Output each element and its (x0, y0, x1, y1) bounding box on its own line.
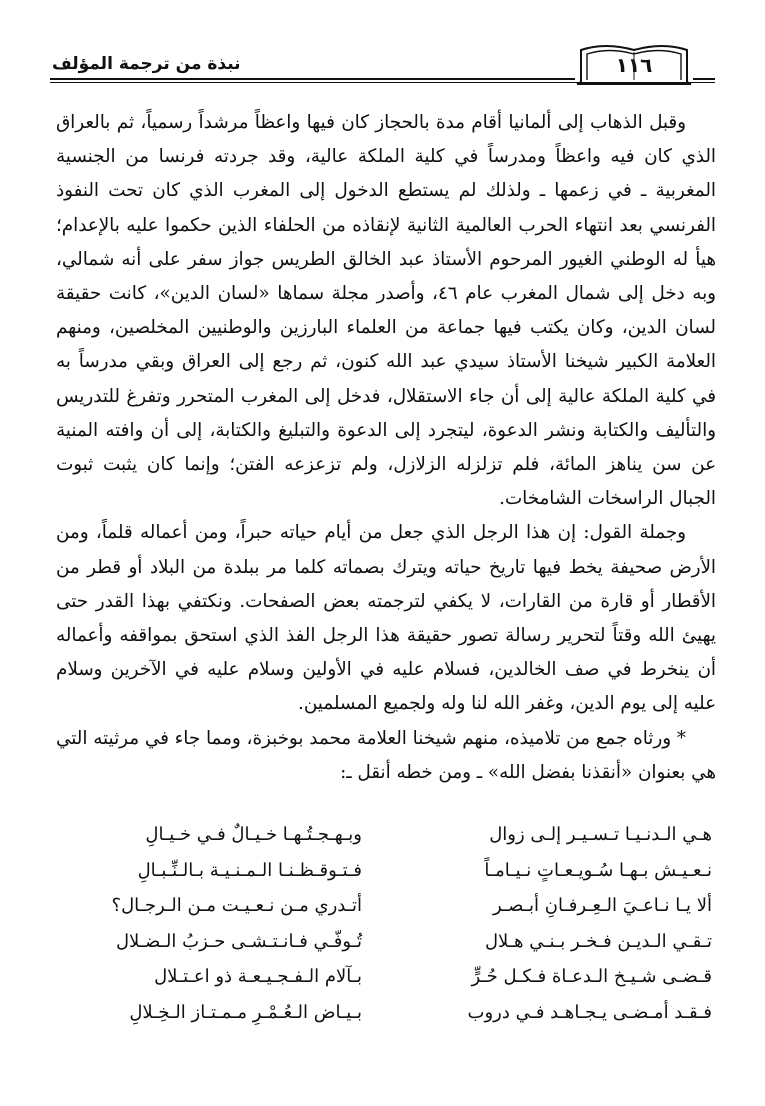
poem-verse (62, 817, 712, 853)
running-header (50, 40, 715, 86)
paragraph: وقبل الذهاب إلى ألمانيا أقام مدة بالحجاز كان فيها واعظاً مرشداً رسمياً، ثم بالعراق الذي كان فيه واعظاً ومدرساً في كلية الملكة عالية، وقد جردته فرنسا من الجنسية المغربية ـ في زعمها ـ ولذلك لم يستطع الدخول إلى المغرب الذي كان تحت النفوذ الفرنسي بعد انتهاء الحرب العالمية الثانية لإنقاذه من الحلفاء الذين حكموا عليه بالإعدام؛ هيأ له الوطني الغيور المرحوم الأستاذ عبد الخالق الطريس جواز سفر على أنه شمالي، وبه دخل إلى شمال المغرب عام ٤٦، وأصدر مجلة سماها «لسان الدين»، كانت حقيقة لسان الدين، وكان يكتب فيها جماعة من العلماء البارزين والوطنيين المخلصين، ومنهم العلامة الكبير شيخنا الأستاذ سيدي عبد الله كنون، ثم رجع إلى العراق وبقي مدرساً به في كلية الملكة عالية إلى أن جاء الاستقلال، فدخل إلى المغرب المتحرر وتفرغ للتدريس والتأليف والكتابة ونشر الدعوة، ليتجرد إلى الدعوة والتبليغ والكتابة، إلى أن وافته المنية عن سن يناهز المائة، فلم تزلزله الزلازل، ولم تزعزعه الفتن؛ وإنما كان يثبت ثبوت الجبال الراسخات الشامخات. (56, 112, 716, 510)
verse-second-hemistich: بـآلام الـفـجـيـعـة ذو اعـتـلال (154, 966, 362, 987)
verse-first-hemistich: ألا يـا نـاعـيَ الـعِـرفـانِ أبـصـر (492, 895, 712, 916)
verse-first-hemistich: فـقـد أمـضـى يـجـاهـد فـي دروب (467, 1001, 712, 1023)
poem-verse (62, 853, 712, 889)
verse-second-hemistich: فـتـوقـظـنـا الـمـنـيـة بـالـنِّـبـالِ (137, 859, 362, 881)
verse-first-hemistich: نـعـيـش بـهـا سُـويـعـاتٍ نـيـامـاً (484, 859, 712, 881)
elegy-poem (62, 817, 712, 1030)
verse-first-hemistich: قـضـى شـيـخ الـدعـاة فـكـل حُـرٍّ (471, 966, 712, 987)
verse-first-hemistich: هـي الـدنـيـا تـسـيـر إلـى زوال (489, 824, 712, 845)
verse-second-hemistich: أتـدري مـن نـعـيـت مـن الـرجـال؟ (111, 895, 362, 916)
body-text (56, 106, 716, 790)
poem-verse (62, 995, 712, 1031)
verse-second-hemistich: تُـوفّـي فـانـتـشـى حـزبُ الـضـلال (115, 930, 362, 952)
page-number-frame (575, 40, 693, 86)
verse-second-hemistich: وبـهـجـتُـهـا خـيـالٌ فـي خـيـالِ (145, 824, 362, 845)
verse-first-hemistich: تـقـي الـديـن فـخـر بـنـي هـلال (484, 930, 712, 952)
paragraph: * ورثاه جمع من تلاميذه، منهم شيخنا العلامة محمد بوخبزة، ومما جاء في مرثيته التي هي بعنوان «أنقذنا بفضل الله» ـ ومن خطه أنقل ـ: (56, 727, 716, 783)
verse-second-hemistich: بـيـاض الـعُـمْـرِ مـمـتـاز الـخِـلالِ (129, 1001, 362, 1023)
poem-verse (62, 924, 712, 960)
poem-verse (62, 959, 712, 995)
header-title: نبذة من ترجمة المؤلف (52, 54, 241, 74)
paragraph: وجملة القول: إن هذا الرجل الذي جعل من أيام حياته حبراً، ومن أعماله قلماً، ومن الأرض صحيفة يخط فيها تاريخ حياته ويترك بصماته كلما مر ببلدة من البلاد أو قطر من الأقطار أو قارة من القارات، لا يكفي لترجمته بعض الصفحات. ونكتفي بهذا القدر حتى يهيئ الله وقتاً لتحرير رسالة تصور حقيقة هذا الرجل الفذ الذي استحق بمواقفه وأعماله أن ينخرط في صف الخالدين، فسلام عليه في الأولين وسلام عليه في الآخرين وسلام عليه إلى يوم الدين، وغفر الله لنا وله ولجميع المسلمين. (56, 522, 716, 715)
page-number: ١١٦ (615, 53, 653, 77)
poem-verse (62, 888, 712, 924)
